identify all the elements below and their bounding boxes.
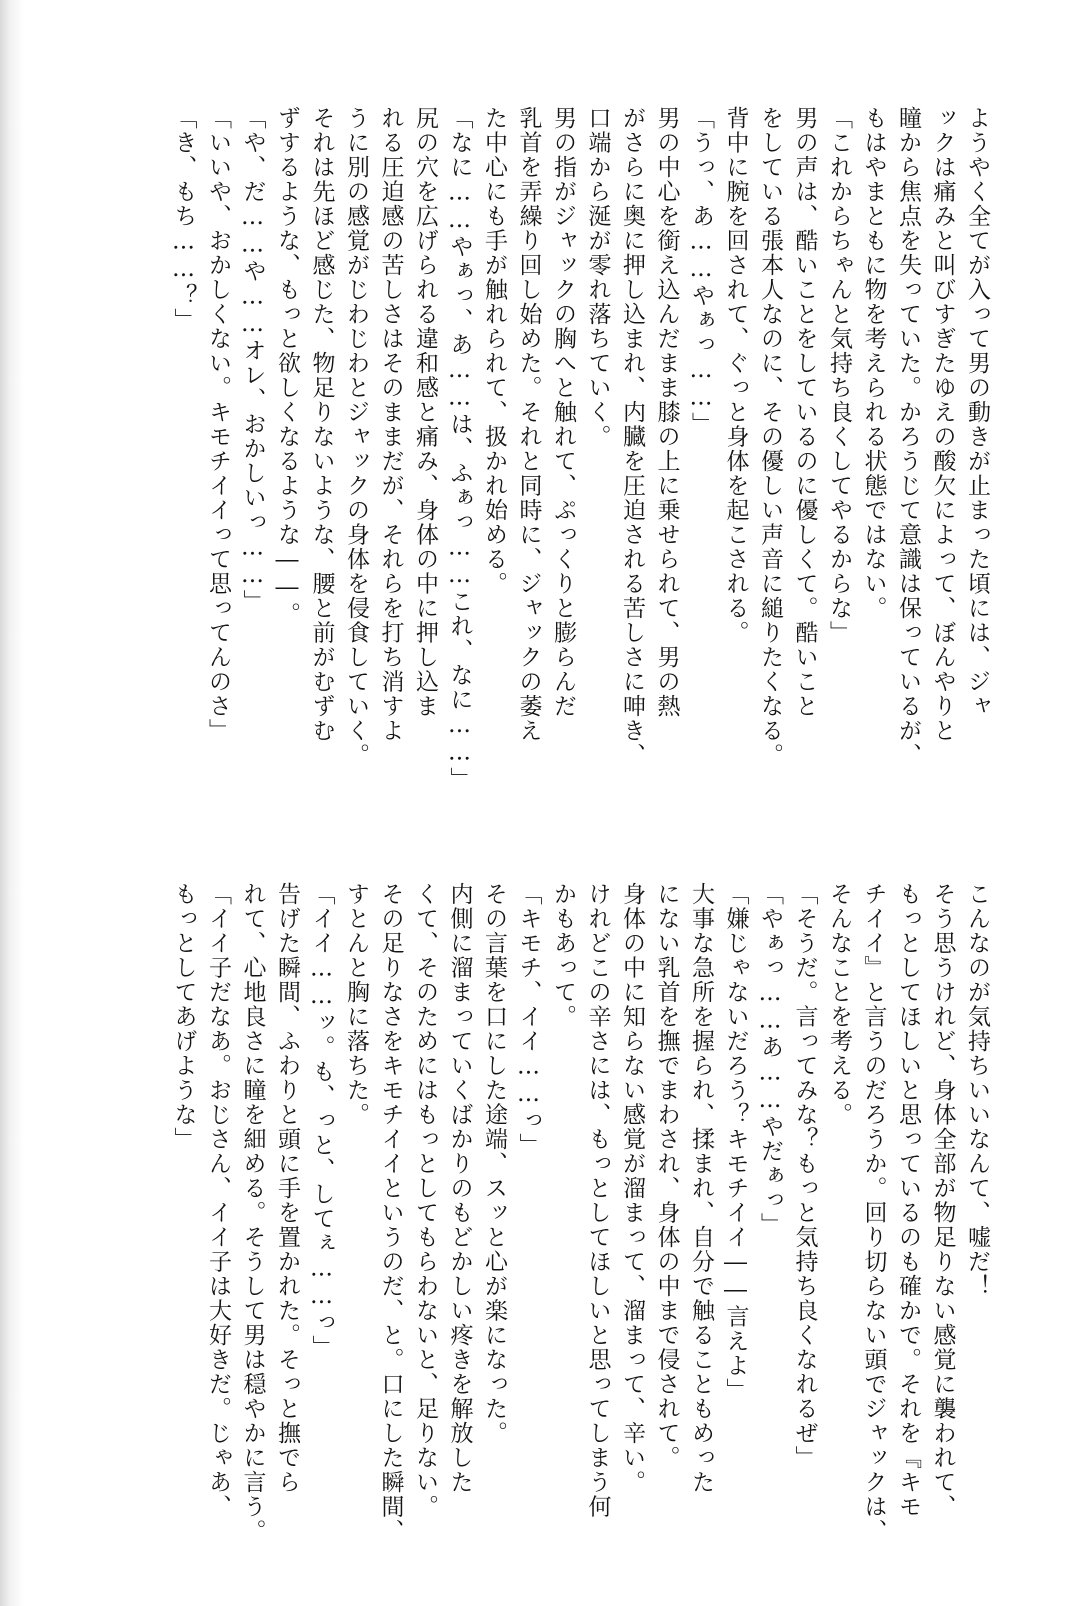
text-line: 内側に溜まっていくばかりのもどかしい疼きを解放した xyxy=(446,882,473,1495)
text-line: 「や、だ……や……オレ、おかしいっ……」 xyxy=(239,106,266,614)
text-line: 「そうだ。言ってみな？もっと気持ち良くなれるぜ」 xyxy=(791,882,818,1470)
text-line: れて、心地良さに瞳を細める。そうして男は穏やかに言う。 xyxy=(239,882,266,1544)
text-line: もはやまともに物を考えられる状態ではない。 xyxy=(860,106,887,621)
text-line: 「イイ子だなあ。おじさん、イイ子は大好きだ。じゃあ、 xyxy=(205,882,231,1519)
text-line: ずするような、もっと欲しくなるような――。 xyxy=(274,106,300,627)
text-line: そんなことを考える。 xyxy=(826,882,852,1127)
text-line: すとんと胸に落ちた。 xyxy=(343,882,369,1127)
text-line: 大事な急所を握られ、揉まれ、自分で触ることもめった xyxy=(688,882,714,1495)
text-block-bottom xyxy=(170,882,994,1544)
text-line: うに別の感覚がじわじわとジャックの身体を侵食していく。 xyxy=(343,106,369,768)
text-line: ックは痛みと叫びすぎたゆえの酸欠によって、ぼんやりと xyxy=(929,106,956,743)
text-line: 尻の穴を広げられる違和感と痛み、身体の中に押し込ま xyxy=(412,106,438,719)
text-line: 背中に腕を回されて、ぐっと身体を起こされる。 xyxy=(722,106,749,645)
text-block-top xyxy=(170,106,994,792)
text-line: 乳首を弄繰り回し始めた。それと同時に、ジャックの萎え xyxy=(515,106,542,743)
text-line: 男の中心を銜え込んだまま膝の上に乗せられて、男の熱 xyxy=(653,106,680,719)
text-line: ようやく全てが入って男の動きが止まった頃には、ジャ xyxy=(964,106,990,719)
text-line: 「嫌じゃないだろう？キモチイイ――言えよ」 xyxy=(722,882,749,1403)
text-line: その言葉を口にした途端、スッと心が楽になった。 xyxy=(481,882,507,1446)
text-line: チイイ』と言うのだろうか。回り切らない頭でジャックは、 xyxy=(860,882,887,1544)
text-line: 「いいや、おかしくない。キモチイイって思ってんのさ」 xyxy=(205,106,231,743)
text-line: れる圧迫感の苦しさはそのままだが、それらを打ち消すよ xyxy=(377,106,404,743)
text-line: 男の声は、酷いことをしているのに優しくて。酷いこと xyxy=(791,106,818,719)
text-line: かもあって。 xyxy=(550,882,576,1029)
text-line: がさらに奥に押し込まれ、内臓を圧迫される苦しさに呻き、 xyxy=(619,106,645,768)
text-line: こんなのが気持ちいいなんて、嘘だ！ xyxy=(964,882,990,1299)
text-line: 「なに……やぁっ、あ……は、ふぁっ……これ、なに……」 xyxy=(446,106,473,792)
text-line: それは先ほど感じた、物足りないような、腰と前がむずむ xyxy=(308,106,335,743)
text-line: 「うっ、あ……やぁっ……」 xyxy=(688,106,714,437)
text-line: 口端から涎が零れ落ちていく。 xyxy=(584,106,611,449)
text-line: もっとしてあげような」 xyxy=(170,882,197,1152)
text-line: 男の指がジャックの胸へと触れて、ぷっくりと膨らんだ xyxy=(550,106,576,719)
text-line: 「これからちゃんと気持ち良くしてやるからな」 xyxy=(826,106,852,645)
text-line: 身体の中に知らない感覚が溜まって、溜まって、辛い。 xyxy=(619,882,645,1495)
text-line: 「き、もち……？」 xyxy=(170,106,197,333)
text-line: にない乳首を撫でまわされ、身体の中まで侵されて。 xyxy=(653,882,680,1470)
text-line: けれどこの辛さには、もっとしてほしいと思ってしまう何 xyxy=(584,882,611,1519)
text-line: 告げた瞬間、ふわりと頭に手を置かれた。そっと撫でら xyxy=(274,882,300,1495)
text-line: 「キモチ、イイ……っ」 xyxy=(515,882,542,1158)
text-line: 「やぁっ……あ……やだぁっ」 xyxy=(757,882,783,1237)
text-line: そう思うけれど、身体全部が物足りない感覚に襲われて、 xyxy=(929,882,956,1519)
text-line: もっとしてほしいと思っているのも確かで。それを『キモ xyxy=(895,882,921,1519)
text-line: くて、そのためにはもっとしてもらわないと、足りない。 xyxy=(412,882,438,1519)
text-line: 瞳から焦点を失っていた。かろうじて意識は保っているが、 xyxy=(895,106,921,768)
text-line: た中心にも手が触れられて、扱かれ始める。 xyxy=(481,106,507,596)
text-line: をしている張本人なのに、その優しい声音に縋りたくなる。 xyxy=(757,106,783,768)
text-line: その足りなさをキモチイイというのだ、と。口にした瞬間、 xyxy=(377,882,404,1544)
text-line: 「イイ……ッ。も、っと、してぇ……っ」 xyxy=(308,882,335,1360)
